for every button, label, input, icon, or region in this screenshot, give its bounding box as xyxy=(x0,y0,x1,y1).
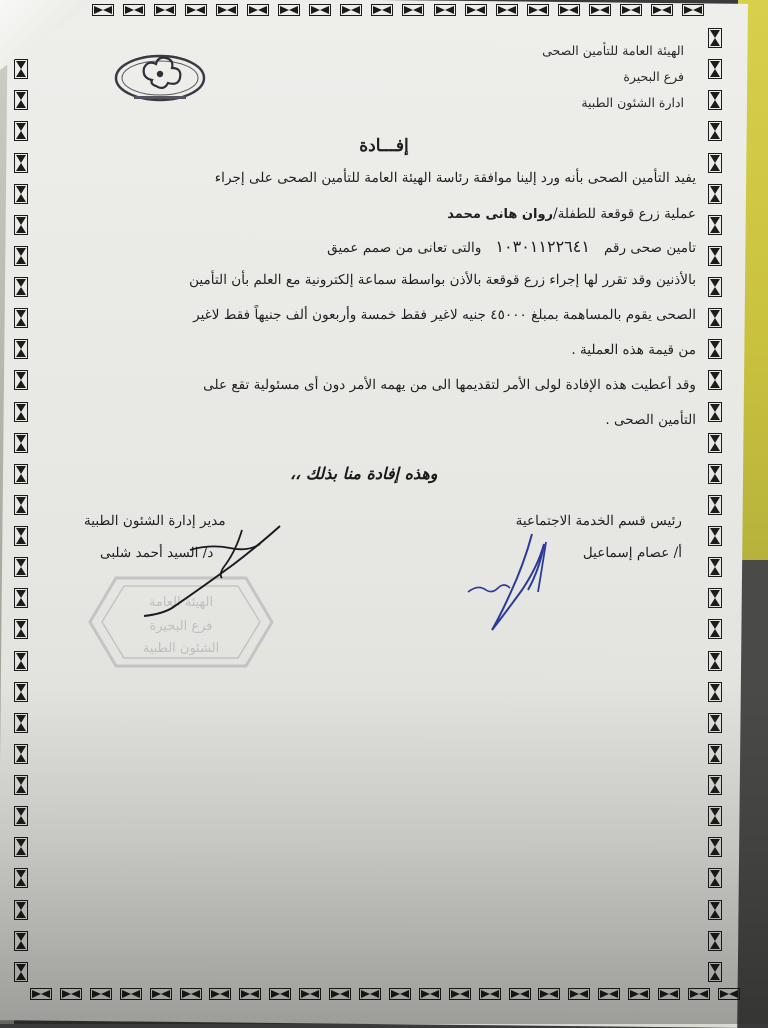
border-ornament-icon xyxy=(14,744,28,764)
border-ornament-icon xyxy=(14,308,28,328)
border-ornament-icon xyxy=(14,370,28,390)
border-ornament-icon xyxy=(708,308,722,328)
body-text: والتى تعانى من صمم عميق xyxy=(327,240,482,256)
border-ornament-icon xyxy=(14,59,28,79)
left-signatory-title: مدير إدارة الشئون الطبية xyxy=(84,513,226,529)
border-ornament-icon xyxy=(708,900,722,920)
border-ornament-icon xyxy=(708,868,722,888)
border-ornament-icon xyxy=(708,277,722,297)
border-ornament-icon xyxy=(708,433,722,453)
border-ornament-icon xyxy=(389,988,411,1000)
border-ornament-icon xyxy=(496,4,518,16)
border-ornament-icon xyxy=(120,988,142,1000)
border-ornament-icon xyxy=(479,988,501,1000)
border-ornament-icon xyxy=(90,988,112,1000)
border-ornament-icon xyxy=(708,495,722,515)
border-ornament-icon xyxy=(14,433,28,453)
border-ornament-icon xyxy=(465,4,487,16)
border-ornament-icon xyxy=(538,988,560,1000)
border-ornament-icon xyxy=(449,988,471,1000)
border-ornament-icon xyxy=(309,4,331,16)
border-ornament-icon xyxy=(269,988,291,1000)
border-ornament-icon xyxy=(558,4,580,16)
border-ornament-icon xyxy=(14,526,28,546)
border-ornament-icon xyxy=(708,651,722,671)
border-ornament-icon xyxy=(708,215,722,235)
decorative-border-left xyxy=(14,28,30,982)
right-signature-icon xyxy=(462,528,582,638)
border-ornament-icon xyxy=(708,619,722,639)
border-ornament-icon xyxy=(708,682,722,702)
border-ornament-icon xyxy=(14,90,28,110)
border-ornament-icon xyxy=(154,4,176,16)
right-signatory-title: رئيس قسم الخدمة الاجتماعية xyxy=(515,513,682,529)
stamp-text: فرع البحيرة xyxy=(149,619,213,634)
border-ornament-icon xyxy=(239,988,261,1000)
border-ornament-icon xyxy=(14,495,28,515)
border-ornament-icon xyxy=(708,713,722,733)
border-ornament-icon xyxy=(708,744,722,764)
border-ornament-icon xyxy=(14,402,28,422)
border-ornament-icon xyxy=(14,931,28,951)
border-ornament-icon xyxy=(14,868,28,888)
insurance-number: ١٠٣٠١١٢٢٦٤١ xyxy=(495,237,590,256)
border-ornament-icon xyxy=(150,988,172,1000)
body-line xyxy=(327,237,696,256)
border-ornament-icon xyxy=(14,837,28,857)
border-ornament-icon xyxy=(718,988,740,1000)
body-line: الصحى يقوم بالمساهمة بمبلغ ٤٥٠٠٠ جنيه لاغير فقط خمسة وأربعون ألف جنيهاً فقط لاغير xyxy=(193,307,696,323)
right-signatory-name: أ/ عصام إسماعيل xyxy=(582,545,682,561)
decorative-border-top xyxy=(92,4,704,16)
border-ornament-icon xyxy=(419,988,441,1000)
border-ornament-icon xyxy=(708,370,722,390)
border-ornament-icon xyxy=(14,588,28,608)
border-ornament-icon xyxy=(589,4,611,16)
body-text: عملية زرع قوقعة للطفلة/ xyxy=(553,206,696,222)
border-ornament-icon xyxy=(620,4,642,16)
border-ornament-icon xyxy=(658,988,680,1000)
border-ornament-icon xyxy=(708,837,722,857)
header-branch: فرع البحيرة xyxy=(623,69,684,84)
body-line: من قيمة هذه العملية . xyxy=(571,342,696,358)
border-ornament-icon xyxy=(14,215,28,235)
border-ornament-icon xyxy=(708,526,722,546)
border-ornament-icon xyxy=(708,931,722,951)
border-ornament-icon xyxy=(708,90,722,110)
border-ornament-icon xyxy=(14,184,28,204)
border-ornament-icon xyxy=(708,246,722,266)
border-ornament-icon xyxy=(708,775,722,795)
decorative-border-right xyxy=(708,28,724,982)
border-ornament-icon xyxy=(14,775,28,795)
border-ornament-icon xyxy=(278,4,300,16)
border-ornament-icon xyxy=(209,988,231,1000)
left-signatory-name: د/ السيد أحمد شلبى xyxy=(100,545,214,561)
background-surface xyxy=(738,560,768,1024)
border-ornament-icon xyxy=(92,4,114,16)
stamp-text: الهيئة العامة xyxy=(148,595,214,610)
border-ornament-icon xyxy=(708,962,722,982)
border-ornament-icon xyxy=(708,184,722,204)
patient-name: روان هانى محمد xyxy=(447,207,554,222)
border-ornament-icon xyxy=(688,988,710,1000)
border-ornament-icon xyxy=(14,682,28,702)
border-ornament-icon xyxy=(340,4,362,16)
body-line: وقد أعطيت هذه الإفادة لولى الأمر لتقديمها الى من يهمه الأمر دون أى مسئولية تقع على xyxy=(203,377,696,393)
border-ornament-icon xyxy=(708,557,722,577)
border-ornament-icon xyxy=(180,988,202,1000)
border-ornament-icon xyxy=(708,464,722,484)
border-ornament-icon xyxy=(247,4,269,16)
border-ornament-icon xyxy=(14,619,28,639)
health-insurance-logo-icon xyxy=(112,50,208,110)
body-line: التأمين الصحى . xyxy=(605,412,696,428)
decorative-border-bottom xyxy=(30,988,740,1000)
border-ornament-icon xyxy=(14,900,28,920)
border-ornament-icon xyxy=(509,988,531,1000)
border-ornament-icon xyxy=(14,464,28,484)
border-ornament-icon xyxy=(216,4,238,16)
border-ornament-icon xyxy=(598,988,620,1000)
border-ornament-icon xyxy=(708,28,722,48)
border-ornament-icon xyxy=(708,59,722,79)
border-ornament-icon xyxy=(30,988,52,1000)
border-ornament-icon xyxy=(14,339,28,359)
border-ornament-icon xyxy=(60,988,82,1000)
border-ornament-icon xyxy=(568,988,590,1000)
border-ornament-icon xyxy=(434,4,456,16)
border-ornament-icon xyxy=(371,4,393,16)
stamp-text: الشئون الطبية xyxy=(142,641,220,656)
left-signature-icon xyxy=(130,520,300,620)
body-line: يفيد التأمين الصحى بأنه ورد إلينا موافقة رئاسة الهيئة العامة للتأمين الصحى على إجراء xyxy=(214,170,696,186)
border-ornament-icon xyxy=(628,988,650,1000)
header-department: ادارة الشئون الطبية xyxy=(581,95,684,110)
border-ornament-icon xyxy=(14,713,28,733)
document-title: إفـــادة xyxy=(359,136,409,156)
border-ornament-icon xyxy=(651,4,673,16)
border-ornament-icon xyxy=(359,988,381,1000)
border-ornament-icon xyxy=(708,339,722,359)
border-ornament-icon xyxy=(14,277,28,297)
border-ornament-icon xyxy=(299,988,321,1000)
border-ornament-icon xyxy=(14,651,28,671)
header-organization: الهيئة العامة للتأمين الصحى xyxy=(542,43,684,58)
closing-phrase: وهذه إفادة منا بذلك ،، xyxy=(290,464,438,483)
border-ornament-icon xyxy=(527,4,549,16)
border-ornament-icon xyxy=(14,962,28,982)
border-ornament-icon xyxy=(708,402,722,422)
border-ornament-icon xyxy=(708,806,722,826)
border-ornament-icon xyxy=(329,988,351,1000)
border-ornament-icon xyxy=(14,806,28,826)
border-ornament-icon xyxy=(682,4,704,16)
body-text: تامين صحى رقم xyxy=(603,240,696,256)
body-line xyxy=(447,206,696,222)
border-ornament-icon xyxy=(402,4,424,16)
border-ornament-icon xyxy=(123,4,145,16)
border-ornament-icon xyxy=(185,4,207,16)
border-ornament-icon xyxy=(14,557,28,577)
body-line: بالأذنين وقد تقرر لها إجراء زرع قوقعة بالأذن بواسطة سماعة إلكترونية مع العلم بأن التأمين xyxy=(189,272,696,288)
border-ornament-icon xyxy=(14,246,28,266)
border-ornament-icon xyxy=(708,588,722,608)
